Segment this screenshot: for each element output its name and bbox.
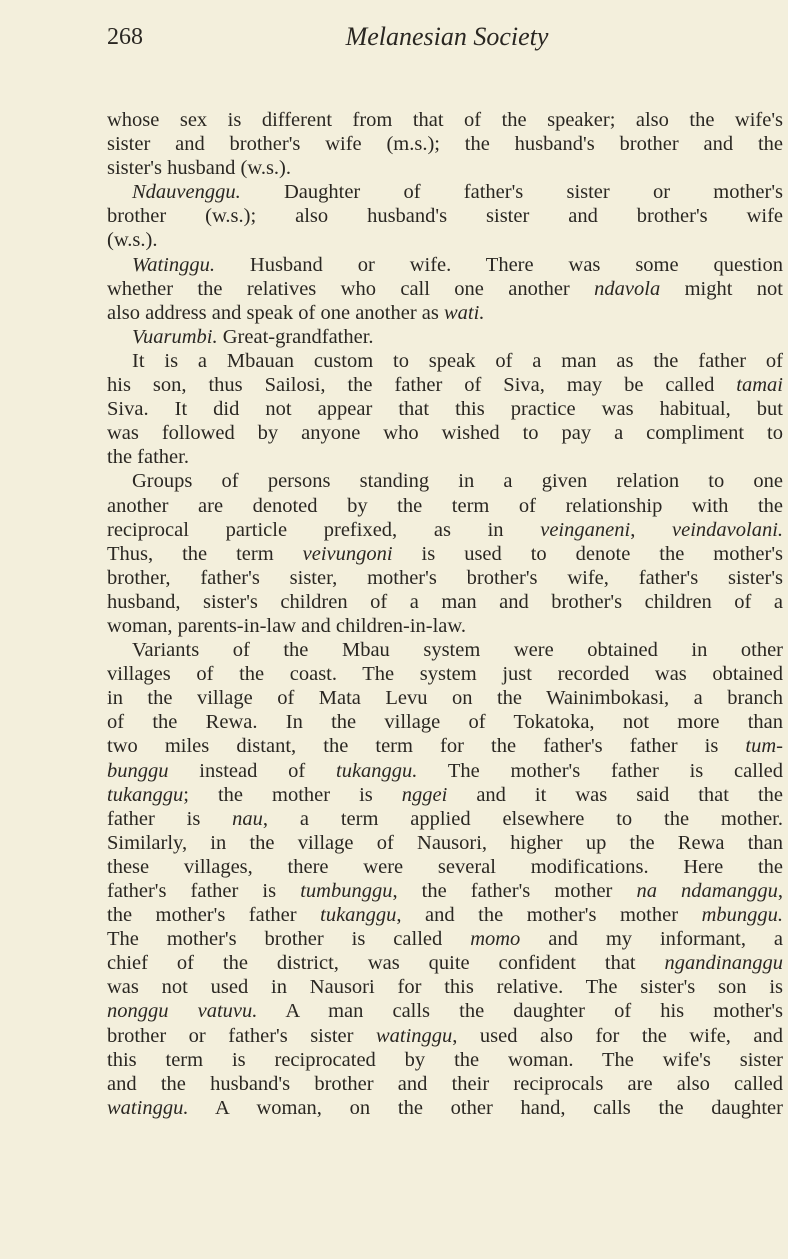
text-run: husband, sister's children of a man and brother's children of a	[107, 590, 783, 613]
text-run: might not	[660, 277, 783, 300]
text-run: ,	[777, 880, 783, 902]
text-run: and the husband's brother and their reciprocals are also called	[107, 1072, 783, 1095]
text-run: in the village of Mata Levu on the Wainimbokasi, a branch	[107, 687, 783, 710]
italic-term: wati.	[444, 301, 485, 324]
text-run: reciprocal particle prefixed, as in	[107, 518, 541, 541]
text-line	[107, 638, 783, 662]
text-run: instead of	[168, 759, 336, 782]
text-run: villages of the coast. The system just recorded was obtained	[107, 663, 783, 686]
text-line	[107, 204, 783, 228]
body-text	[107, 108, 783, 1120]
text-run: A woman, on the other hand, calls the daughter	[188, 1096, 783, 1119]
italic-term: nonggu vatuvu.	[107, 1000, 258, 1023]
italic-term: ndavola	[594, 277, 661, 300]
text-line	[107, 132, 783, 156]
text-run: and my informant, a	[520, 928, 783, 951]
italic-term: veindavolani.	[672, 518, 783, 541]
text-line	[107, 277, 783, 301]
text-line	[107, 180, 783, 204]
text-run: It is a Mbauan custom to speak of a man as the father of	[132, 349, 783, 372]
text-run: , a term applied elsewhere to the mother.	[262, 807, 783, 830]
text-run: The mother's brother is called	[107, 928, 471, 951]
text-line	[107, 999, 783, 1023]
text-line	[107, 734, 783, 758]
text-run: (w.s.).	[107, 229, 158, 252]
text-run: of the Rewa. In the village of Tokatoka, not more than	[107, 711, 783, 734]
italic-term: veinganeni	[540, 518, 631, 541]
text-line	[107, 518, 783, 542]
text-line	[107, 759, 783, 783]
italic-term: momo	[470, 928, 521, 951]
text-line	[107, 831, 783, 855]
italic-term: tum-	[745, 735, 783, 758]
italic-term: watinggu	[375, 1024, 453, 1047]
text-line	[107, 421, 783, 445]
italic-term: tukanggu	[320, 904, 397, 927]
text-run: this term is reciprocated by the woman. The wife's sister	[107, 1048, 783, 1071]
page-number: 268	[107, 24, 143, 50]
italic-term: tukanggu	[107, 783, 184, 806]
text-run: chief of the district, was quite confident that	[107, 952, 665, 975]
text-run: the mother's father	[107, 904, 321, 927]
text-line	[107, 783, 783, 807]
text-run: ; the mother is	[183, 783, 402, 806]
text-run: The mother's father is called	[417, 759, 783, 782]
text-run: is used to denote the mother's	[392, 542, 783, 565]
text-line	[107, 975, 783, 999]
text-line	[107, 325, 783, 349]
text-line	[107, 445, 783, 469]
text-run: , and the mother's mother	[396, 904, 702, 927]
text-run: , the father's mother	[392, 880, 637, 902]
text-run: two miles distant, the term for the father's father is	[107, 735, 746, 758]
text-run: the father.	[107, 446, 189, 469]
text-run: , used also for the wife, and	[452, 1024, 783, 1047]
text-run: these villages, there were several modifications. Here the	[107, 855, 783, 878]
italic-term: Watinggu.	[132, 253, 215, 276]
text-line	[107, 686, 783, 710]
text-line	[107, 710, 783, 734]
text-run: was not used in Nausori for this relative. The sister's son is	[107, 976, 783, 999]
text-line	[107, 662, 783, 686]
italic-term: nggei	[401, 783, 448, 806]
text-run: another are denoted by the term of relationship with the	[107, 494, 783, 517]
text-line	[107, 807, 783, 831]
text-run: father's father is	[107, 880, 301, 902]
italic-term: Vuarumbi.	[132, 325, 218, 348]
text-line	[107, 1048, 783, 1072]
text-run: ,	[630, 518, 672, 541]
italic-term: nau	[232, 807, 263, 830]
italic-term: tumbunggu	[300, 880, 393, 902]
text-run: sister and brother's wife (m.s.); the husband's brother and the	[107, 133, 783, 156]
text-line	[107, 566, 783, 590]
text-line	[107, 108, 783, 132]
text-run: his son, thus Sailosi, the father of Siva, may be called	[107, 374, 737, 397]
text-run: woman, parents-in-law and children-in-law.	[107, 614, 467, 637]
text-line	[107, 228, 783, 252]
text-run: Similarly, in the village of Nausori, higher up the Rewa than	[107, 831, 783, 854]
text-run: sister's husband (w.s.).	[107, 157, 291, 180]
text-line	[107, 1096, 783, 1120]
text-line	[107, 349, 783, 373]
text-run: Great-grandfather.	[217, 325, 374, 348]
italic-term: ngandinanggu	[664, 952, 783, 975]
italic-term: watinggu.	[107, 1096, 189, 1119]
text-run: was followed by anyone who wished to pay a compliment to	[107, 422, 783, 445]
text-run: also address and speak of one another as	[107, 301, 444, 324]
text-line	[107, 469, 783, 493]
italic-term: bunggu	[107, 759, 169, 782]
text-run: A man calls the daughter of his mother's	[257, 1000, 783, 1023]
italic-term: mbunggu.	[701, 904, 783, 927]
text-run: Thus, the term	[107, 542, 303, 565]
text-run: whether the relatives who call one another	[107, 277, 595, 300]
text-line	[107, 253, 783, 277]
text-line	[107, 397, 783, 421]
text-run: whose sex is different from that of the speaker; also the wife's	[107, 109, 783, 131]
text-run: Groups of persons standing in a given relation to one	[132, 470, 783, 493]
italic-term: tamai	[736, 374, 783, 397]
text-run: father is	[107, 807, 233, 830]
text-line	[107, 879, 783, 903]
text-line	[107, 614, 783, 638]
text-line	[107, 1024, 783, 1048]
italic-term: na ndamanggu	[636, 880, 778, 902]
text-run: Variants of the Mbau system were obtained in other	[132, 639, 783, 662]
text-line	[107, 156, 783, 180]
italic-term: Ndauvenggu.	[132, 181, 241, 204]
text-line	[107, 951, 783, 975]
italic-term: tukanggu.	[336, 759, 418, 782]
text-run: Husband or wife. There was some question	[214, 253, 783, 276]
text-line	[107, 373, 783, 397]
text-line	[107, 301, 783, 325]
text-line	[107, 903, 783, 927]
text-line	[107, 542, 783, 566]
text-line	[107, 590, 783, 614]
italic-term: veivungoni	[302, 542, 393, 565]
text-run: brother or father's sister	[107, 1024, 376, 1047]
text-run: Siva. It did not appear that this practice was habitual, but	[107, 398, 783, 421]
text-line	[107, 1072, 783, 1096]
text-run: brother, father's sister, mother's brother's wife, father's sister's	[107, 566, 783, 589]
text-run: Daughter of father's sister or mother's	[240, 181, 783, 204]
text-line	[107, 855, 783, 879]
running-title: Melanesian Society	[345, 22, 549, 51]
text-line	[107, 494, 783, 518]
text-run: brother (w.s.); also husband's sister and brother's wife	[107, 205, 783, 228]
text-line	[107, 927, 783, 951]
text-run: and it was said that the	[447, 783, 783, 806]
